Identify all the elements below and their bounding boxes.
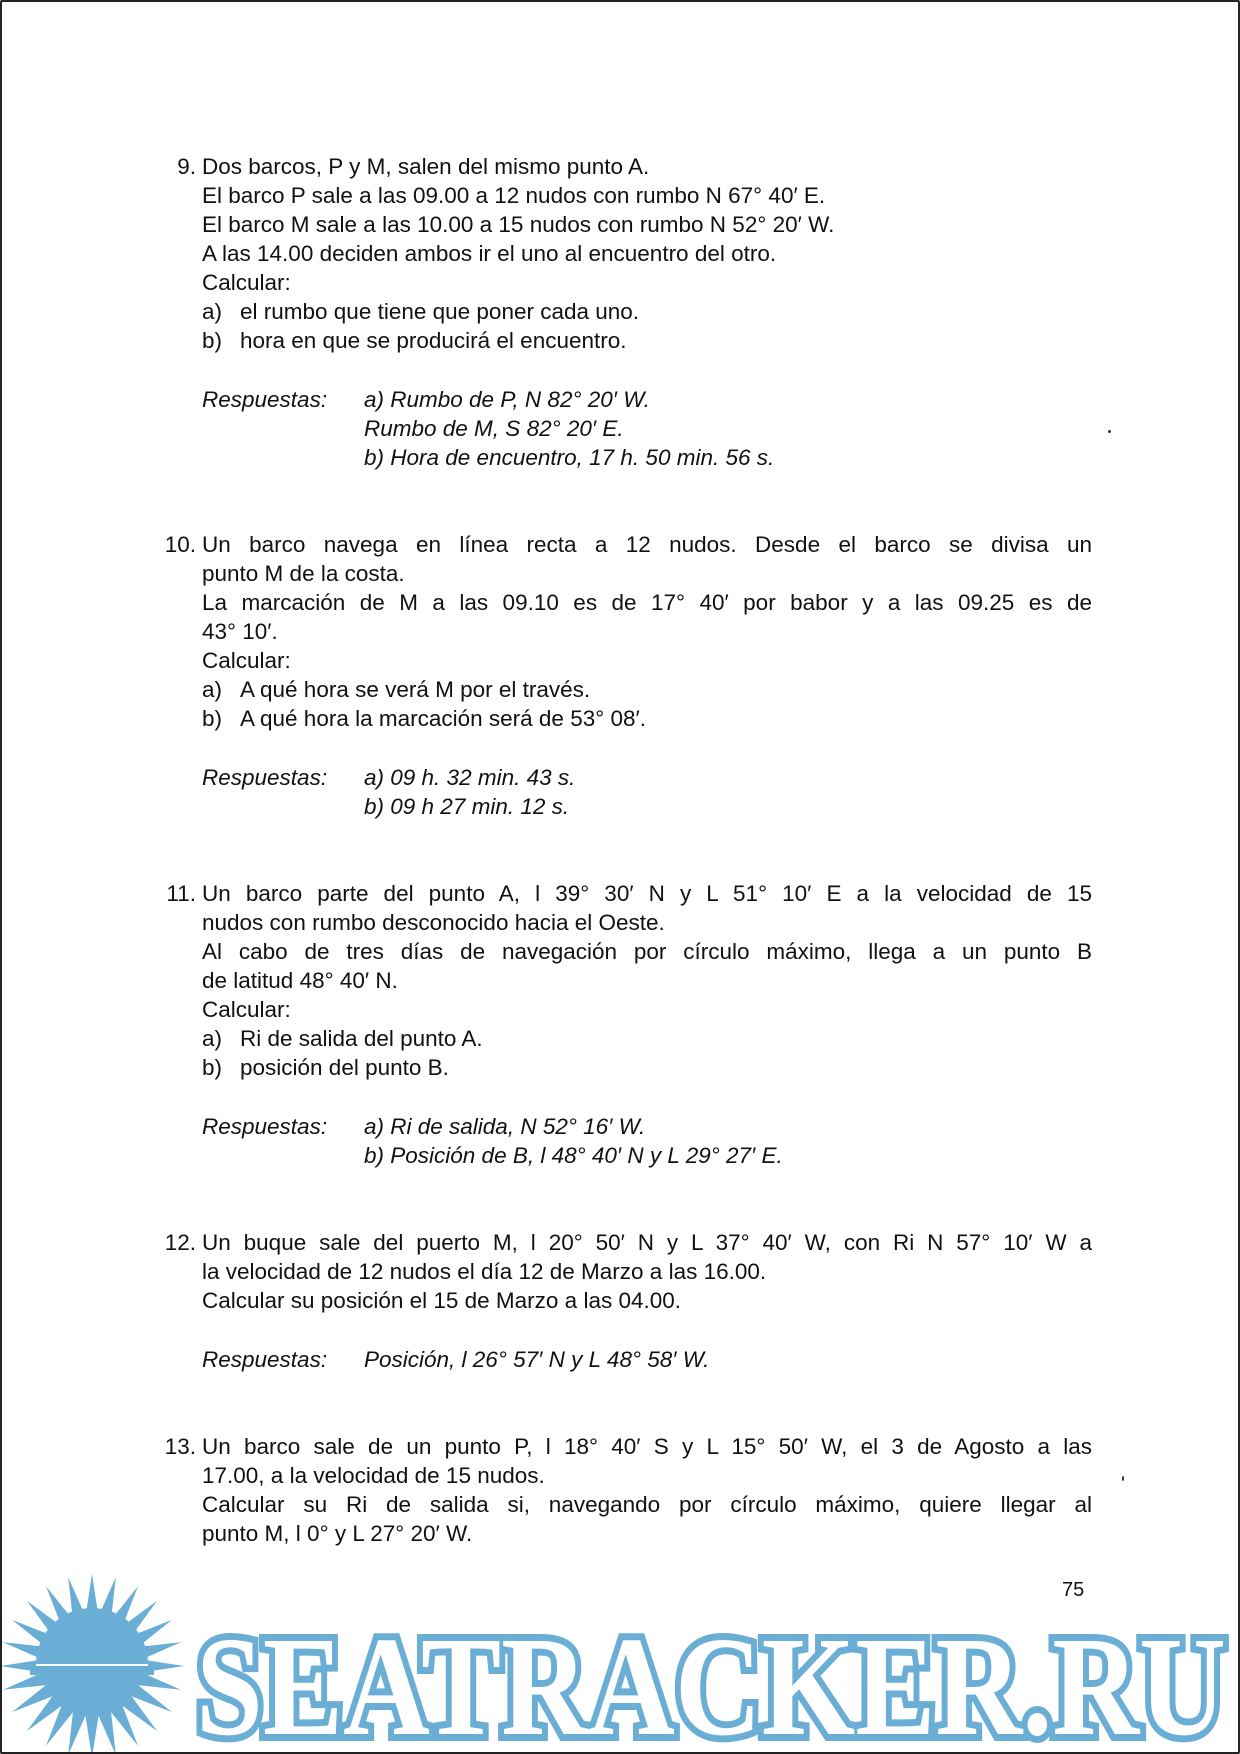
sub-question [202, 704, 1092, 733]
problem-text-line: El barco M sale a las 10.00 a 15 nudos con rumbo N 52° 20′ W. [202, 212, 835, 237]
problem-text-line: Calcular su posición el 15 de Marzo a las 04.00. [202, 1288, 682, 1313]
problem-text-line: Dos barcos, P y M, salen del mismo punto A. [202, 154, 650, 179]
sub-question-text: A qué hora la marcación será de 53° 08′. [240, 706, 646, 731]
answers-10 [152, 763, 1092, 821]
problem-text-line: de latitud 48° 40′ N. [202, 968, 398, 993]
sub-question-text: el rumbo que tiene que poner cada uno. [240, 299, 640, 324]
answers-label: Respuestas: [202, 387, 328, 412]
scan-speck [1122, 1476, 1124, 1481]
sub-question [202, 675, 1092, 704]
answer-line: a) 09 h. 32 min. 43 s. [364, 765, 576, 790]
sub-question-label: a) [202, 677, 223, 702]
answer-line: Posición, l 26° 57′ N y L 48° 58′ W. [364, 1347, 710, 1372]
answers-11 [152, 1112, 1092, 1170]
problem-text-line: Al cabo de tres días de navegación por círculo máximo, llega a un punto B [202, 939, 1092, 964]
problem-text-line: Calcular su Ri de salida si, navegando por círculo máximo, quiere llegar al [202, 1492, 1092, 1517]
page-number: 75 [1062, 1579, 1085, 1601]
sub-question [202, 326, 1092, 355]
answer-line: Rumbo de M, S 82° 20′ E. [364, 416, 624, 441]
sub-question [202, 297, 1092, 326]
sub-question-label: a) [202, 299, 223, 324]
problem-number: 13. [164, 1434, 196, 1459]
scan-speck [1108, 430, 1111, 433]
problem-text-line: Un buque sale del puerto M, l 20° 50′ N y L 37° 40′ W, con Ri N 57° 10′ W a [202, 1230, 1092, 1255]
problem-text-line: Un barco navega en línea recta a 12 nudos. Desde el barco se divisa un [202, 532, 1092, 557]
sub-question-text: Ri de salida del punto A. [240, 1026, 483, 1051]
answers-12 [152, 1345, 1092, 1374]
problem-13 [152, 1432, 1092, 1548]
sub-question-text: hora en que se producirá el encuentro. [240, 328, 627, 353]
problem-text-line: la velocidad de 12 nudos el día 12 de Marzo a las 16.00. [202, 1259, 767, 1284]
sub-question-label: b) [202, 328, 223, 353]
sun-burst-icon [2, 1574, 184, 1752]
problem-number: 11. [166, 881, 196, 906]
problem-text-line: Calcular: [202, 270, 291, 295]
problem-text-line: punto M, l 0° y L 27° 20′ W. [202, 1521, 473, 1546]
sub-question-text: A qué hora se verá M por el través. [240, 677, 591, 702]
sub-question-label: b) [202, 1055, 223, 1080]
sub-question [202, 1053, 1092, 1082]
problem-text-line: Un barco sale de un punto P, l 18° 40′ S y L 15° 50′ W, el 3 de Agosto a las [202, 1434, 1092, 1459]
answers-label: Respuestas: [202, 765, 328, 790]
problem-text-line: nudos con rumbo desconocido hacia el Oeste. [202, 910, 665, 935]
problem-number: 10. [164, 532, 196, 557]
answer-line: a) Ri de salida, N 52° 16′ W. [364, 1114, 646, 1139]
sub-question [202, 1024, 1092, 1053]
problem-9 [152, 152, 1092, 355]
answer-line: b) Posición de B, l 48° 40′ N y L 29° 27′ E. [364, 1143, 783, 1168]
watermark [2, 1562, 1240, 1752]
sub-question-text: posición del punto B. [240, 1055, 449, 1080]
problem-12 [152, 1228, 1092, 1315]
answer-line: b) 09 h 27 min. 12 s. [364, 794, 570, 819]
answers-label: Respuestas: [202, 1347, 328, 1372]
answer-line: b) Hora de encuentro, 17 h. 50 min. 56 s. [364, 445, 775, 470]
problem-number: 9. [177, 154, 196, 179]
problem-text-line: Calcular: [202, 648, 291, 673]
problem-text-line: A las 14.00 deciden ambos ir el uno al encuentro del otro. [202, 241, 777, 266]
sub-question-label: b) [202, 706, 223, 731]
sub-question-label: a) [202, 1026, 223, 1051]
answer-line: a) Rumbo de P, N 82° 20′ W. [364, 387, 650, 412]
problem-text-line: 17.00, a la velocidad de 15 nudos. [202, 1463, 545, 1488]
problem-text-line: El barco P sale a las 09.00 a 12 nudos con rumbo N 67° 40′ E. [202, 183, 826, 208]
problem-text-line: 43° 10′. [202, 619, 278, 644]
problem-11 [152, 879, 1092, 1082]
page-content [152, 152, 1092, 1548]
problem-text-line: Calcular: [202, 997, 291, 1022]
problem-number: 12. [164, 1230, 196, 1255]
watermark-text: SEATRACKER.RU [196, 1607, 1226, 1752]
problem-10 [152, 530, 1092, 733]
problem-text-line: La marcación de M a las 09.10 es de 17° 40′ por babor y a las 09.25 es de [202, 590, 1092, 615]
answers-9 [152, 385, 1092, 472]
problem-text-line: punto M de la costa. [202, 561, 405, 586]
problem-text-line: Un barco parte del punto A, l 39° 30′ N y L 51° 10′ E a la velocidad de 15 [202, 881, 1092, 906]
answers-label: Respuestas: [202, 1114, 328, 1139]
